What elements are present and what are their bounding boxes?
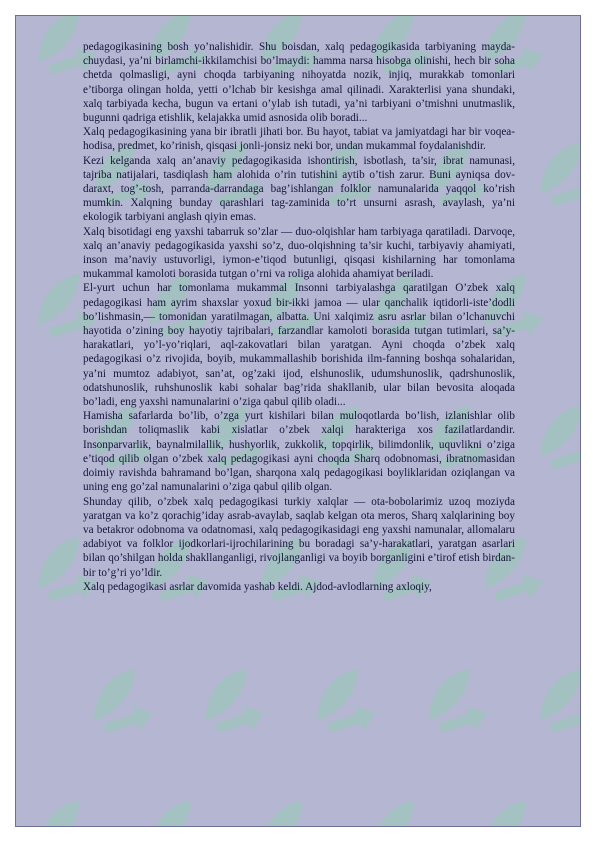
watermark-leaf-icon — [529, 141, 580, 217]
watermark-leaf-icon — [362, 799, 436, 826]
watermark-leaf-icon — [250, 799, 324, 826]
watermark-leaf-icon — [529, 667, 580, 743]
watermark-leaf-icon — [83, 667, 157, 743]
watermark-leaf-icon — [473, 799, 547, 826]
paragraph-6: Hamisha safarlarda bo’lib, o’zga yurt kishilari bilan muloqotlarda bo’lish, izlanishlar olib borishdan toliqmaslik kabi xislatlar o’zbek xalqi harakteriga xos fazilatlardandir. Insonparvarlik, baynalmilallik, hushyorlik, zukkolik, topqirlik, bilimdonlik, uquvlikni o’ziga e’tiqod qilib olgan o’zbek xalq pedagogikasi ayni choqda Sharq odobnomasi, ibratnomasidan doimiy ravishda bahramand bo’lgan, sharqona xalq pedagogikasi boyliklaridan oziqlangan va uning eng go’zal namunalarini o’ziga qabul qilib olgan. — [83, 410, 515, 494]
paragraph-1: pedagogikasining bosh yo’nalishidir. Shu boisdan, xalq pedagogikasida tarbiyaning mayda-chuydasi, ya’ni birlamchi-ikkilamchisi bo’lmaydi: hamma narsa hisobga olinishi, hech bir soha chetda qolmasligi, ayni choqda tarbiyaning nihoyatda nozik, injiq, murakkab tomonlari e’tiborga olingan holda, yetti o’lchab bir kesishga amal qilinadi. Xarakterlisi yana shundaki, xalq tarbiyada kecha, bugun va ertani o’ylab ish tutadi, ya’ni tarbiyani o’tmishni unutmaslik, bugunni qadriga etishlik, kelajakka umid asnosida olib boradi... — [83, 41, 515, 125]
watermark-leaf-icon — [418, 667, 492, 743]
document-body — [83, 40, 515, 594]
watermark-leaf-icon — [139, 799, 213, 826]
watermark-leaf-icon — [529, 404, 580, 480]
paragraph-2: Xalq pedagogikasining yana bir ibratli jihati bor. Bu hayot, tabiat va jamiyatdagi har bir voqea-hodisa, predmet, ko’rinish, qisqasi jonli-jonsiz neki bor, undan mukammal foydalanishdir. — [83, 126, 515, 153]
watermark-leaf-icon — [194, 667, 268, 743]
document-page — [15, 15, 581, 827]
paragraph-4: Xalq bisotidagi eng yaxshi tabarruk so’zlar — duo-olqishlar ham tarbiyaga qaratiladi. Darvoqe, xalq an’anaviy pedagogikasida yaxshi so’z, duo-olqishning ta’sir kuchi, tarbiyaviy ahamiyati, inson ma’naviy ustuvorligi, iymon-e’tiqod butunligi, qisqasi kishilarning har tomonlama mukammal kamoloti borasida tutgan o’rni va roliga alohida ahamiyat beriladi. — [83, 225, 515, 281]
watermark-leaf-icon — [27, 799, 101, 826]
paragraph-5: El-yurt uchun har tomonlama mukammal Insonni tarbiyalashga qaratilgan O’zbek xalq pedagogikasi ham ayrim shaxslar yoxud bir-ikki jamoa — ular qanchalik iqtidorli-iste’dodli bo’lishmasin,— tomonidan yaratilmagan, albatta. Uni xalqimiz asru asrlar bilan o’lchanuvchi hayotida o’zining boy hayotiy tajribalari, farzandlar kamoloti borasida tutgan tutimlari, sa’y-harakatlari, yo’l-yo’riqlari, aql-zakovatlari bilan yaratgan. Ayni choqda o’zbek xalq pedagogikasi o’z rivojida, boyib, mukammallashib borishida ilm-fanning boshqa sohalaridan, ya’ni mumtoz adabiyot, san’at, og’zaki ijod, elshunoslik, udumshunoslik, qadrshunoslik, odatshunoslik, ruhshunoslik kabi sohalar bag’rida shakllanib, ular bilan bevosita aloqada bo’ladi, eng yaxshi namunalarini o’ziga qabul qilib oladi... — [83, 282, 515, 409]
paragraph-7: Shunday qilib, o’zbek xalq pedagogikasi turkiy xalqlar — ota-bobolarimiz uzoq moziyda yaratgan va ko’z qorachig’iday asrab-avaylab, saqlab kelgan ota meros, Sharq xalqlarining boy va betakror odobnoma va odatnomasi, xalq pedagogikasidagi eng yaxshi namunalar, allomalaru adabiyot va folklor ijodkorlari-ijrochilarining bu boradagi sa’y-harakatlari, yaratgan asarlari bilan qo’shilgan holda shakllanganligi, rivojlanganligi va boyib borganligini e’tirof etish birdan-bir to’g’ri yo’ldir. — [83, 495, 515, 579]
watermark-leaf-icon — [306, 667, 380, 743]
paragraph-8: Xalq pedagogikasi asrlar davomida yashab keldi. Ajdod-avlodlarning axloqiy, — [83, 580, 432, 593]
paragraph-3: Kezi kelganda xalq an’anaviy pedagogikasida ishontirish, isbotlash, ta’sir, ibrat namunasi, tajriba natijalari, tasdiqlash ham alohida o’rin tutishini aytib o’tish zarur. Buni ayniqsa dov-daraxt, tog’-tosh, parranda-darrandaga bag’ishlangan folklor namunalarida yaqqol ko’rish mumkin. Xalqning bunday qarashlari tag-zaminida to’rt unsurni asrash, avaylash, ya’ni ekologik tarbiyani anglash qiyin emas. — [83, 154, 515, 224]
